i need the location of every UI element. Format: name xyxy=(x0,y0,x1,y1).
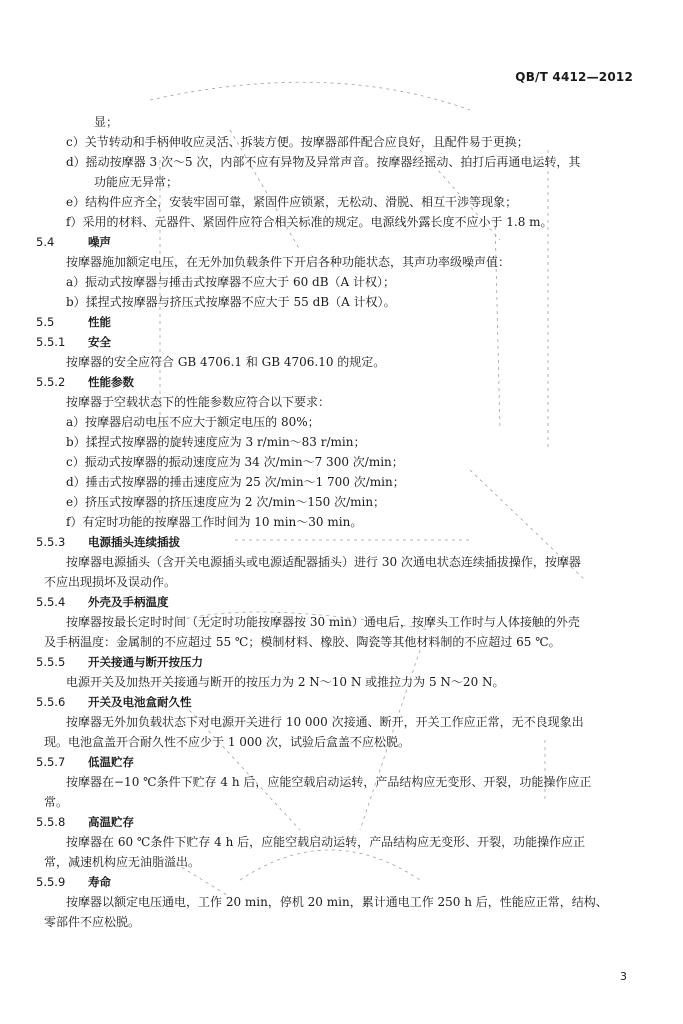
section-number: 5.5.7 xyxy=(36,755,66,769)
list-item: e）挤压式按摩器的挤压速度应为 2 次/min～150 次/min； xyxy=(66,495,386,509)
document-body xyxy=(36,112,640,932)
list-item: d）摇动按摩器 3 次～5 次，内部不应有异物及异常声音。按摩器经摇动、拍打后再通电运转，其 xyxy=(66,155,581,169)
list-item: f）有定时功能的按摩器工作时间为 10 min～30 min。 xyxy=(66,515,363,529)
section-number: 5.4 xyxy=(36,235,55,249)
section-number: 5.5.8 xyxy=(36,815,66,829)
section-number: 5.5.1 xyxy=(36,335,66,349)
section-heading xyxy=(36,752,640,772)
list-item: e）结构件应齐全，安装牢固可靠，紧固件应锁紧，无松动、滑脱、相互干涉等现象； xyxy=(66,195,518,209)
list-item: a）振动式按摩器与捶击式按摩器不应大于 60 dB（A 计权）； xyxy=(66,275,396,289)
section-title: 高温贮存 xyxy=(88,815,134,829)
section-heading xyxy=(36,332,640,352)
paragraph-line: 按摩器于空载状态下的性能参数应符合以下要求： xyxy=(66,395,331,409)
section-title: 低温贮存 xyxy=(88,755,134,769)
section-heading xyxy=(36,312,640,332)
section-heading xyxy=(36,592,640,612)
section-heading xyxy=(36,692,640,712)
section-title: 开关及电池盒耐久性 xyxy=(88,695,192,709)
section-title: 寿命 xyxy=(88,875,111,889)
section-heading xyxy=(36,872,640,892)
section-number: 5.5.6 xyxy=(36,695,66,709)
section-title: 安全 xyxy=(88,335,111,349)
section-number: 5.5.4 xyxy=(36,595,66,609)
list-item: a）按摩器启动电压不应大于额定电压的 80%； xyxy=(66,415,320,429)
list-item-continuation: 功能应无异常； xyxy=(94,175,179,189)
section-title: 性能参数 xyxy=(88,375,134,389)
paragraph-line: 按摩器的安全应符合 GB 4706.1 和 GB 4706.10 的规定。 xyxy=(66,355,386,369)
section-number: 5.5 xyxy=(36,315,55,329)
paragraph-line: 按摩器无外加负载状态下对电源开关进行 10 000 次接通、断开，开关工作应正常，无不良现象出 xyxy=(66,715,584,729)
section-title: 电源插头连续插拔 xyxy=(88,535,180,549)
paragraph-continuation: 零部件不应松脱。 xyxy=(44,915,141,929)
section-heading xyxy=(36,652,640,672)
section-title: 噪声 xyxy=(88,235,111,249)
list-item-continuation: 显； xyxy=(94,115,119,129)
paragraph-line: 按摩器在−10 ℃条件下贮存 4 h 后，应能空载启动运转，产品结构应无变形、开裂，功能操作应正 xyxy=(66,775,592,789)
page-number: 3 xyxy=(620,970,627,983)
paragraph-line: 电源开关及加热开关接通与断开的按压力为 2 N～10 N 或推拉力为 5 N～20 N。 xyxy=(66,675,505,689)
paragraph-continuation: 常。 xyxy=(44,795,69,809)
section-number: 5.5.9 xyxy=(36,875,66,889)
paragraph-continuation: 及手柄温度：金属制的不应超过 55 ℃；模制材料、橡胶、陶瓷等其他材料制的不应超过 65 ℃。 xyxy=(44,635,561,649)
list-item: b）揉捏式按摩器与挤压式按摩器不应大于 55 dB（A 计权）。 xyxy=(66,295,396,309)
standard-code: QB/T 4412—2012 xyxy=(515,70,633,84)
list-item: c）关节转动和手柄伸收应灵活、拆装方便。按摩器部件配合应良好，且配件易于更换； xyxy=(66,135,529,149)
paragraph-line: 按摩器以额定电压通电，工作 20 min，停机 20 min，累计通电工作 250 h 后，性能应正常，结构、 xyxy=(66,895,608,909)
list-item: b）揉捏式按摩器的旋转速度应为 3 r/min～83 r/min； xyxy=(66,435,366,449)
list-item: c）振动式按摩器的振动速度应为 34 次/min～7 300 次/min； xyxy=(66,455,404,469)
section-heading xyxy=(36,812,640,832)
paragraph-continuation: 常，减速机构应无油脂溢出。 xyxy=(44,855,201,869)
section-number: 5.5.5 xyxy=(36,655,66,669)
list-item: f）采用的材料、元器件、紧固件应符合相关标准的规定。电源线外露长度不应小于 1.8 m。 xyxy=(66,215,553,229)
section-heading xyxy=(36,532,640,552)
section-title: 外壳及手柄温度 xyxy=(88,595,169,609)
paragraph-line: 按摩器按最长定时时间（无定时功能按摩器按 30 min）通电后，按摩头工作时与人体接触的外壳 xyxy=(66,615,580,629)
section-number: 5.5.2 xyxy=(36,375,66,389)
section-title: 开关接通与断开按压力 xyxy=(88,655,203,669)
section-number: 5.5.3 xyxy=(36,535,66,549)
paragraph-continuation: 现。电池盒盖开合耐久性不应少于 1 000 次，试验后盒盖不应松脱。 xyxy=(44,735,410,749)
paragraph-line: 按摩器在 60 ℃条件下贮存 4 h 后，应能空载启动运转，产品结构应无变形、开裂，功能操作应正 xyxy=(66,835,586,849)
list-item: d）捶击式按摩器的捶击速度应为 25 次/min～1 700 次/min； xyxy=(66,475,405,489)
paragraph-line: 按摩器施加额定电压，在无外加负载条件下开启各种功能状态，其声功率级噪声值： xyxy=(66,255,511,269)
paragraph-continuation: 不应出现损坏及误动作。 xyxy=(44,575,177,589)
section-heading xyxy=(36,232,640,252)
section-heading xyxy=(36,372,640,392)
section-title: 性能 xyxy=(88,315,111,329)
paragraph-line: 按摩器电源插头（含开关电源插头或电源适配器插头）进行 30 次通电状态连续插拔操作，按摩器 xyxy=(66,555,581,569)
